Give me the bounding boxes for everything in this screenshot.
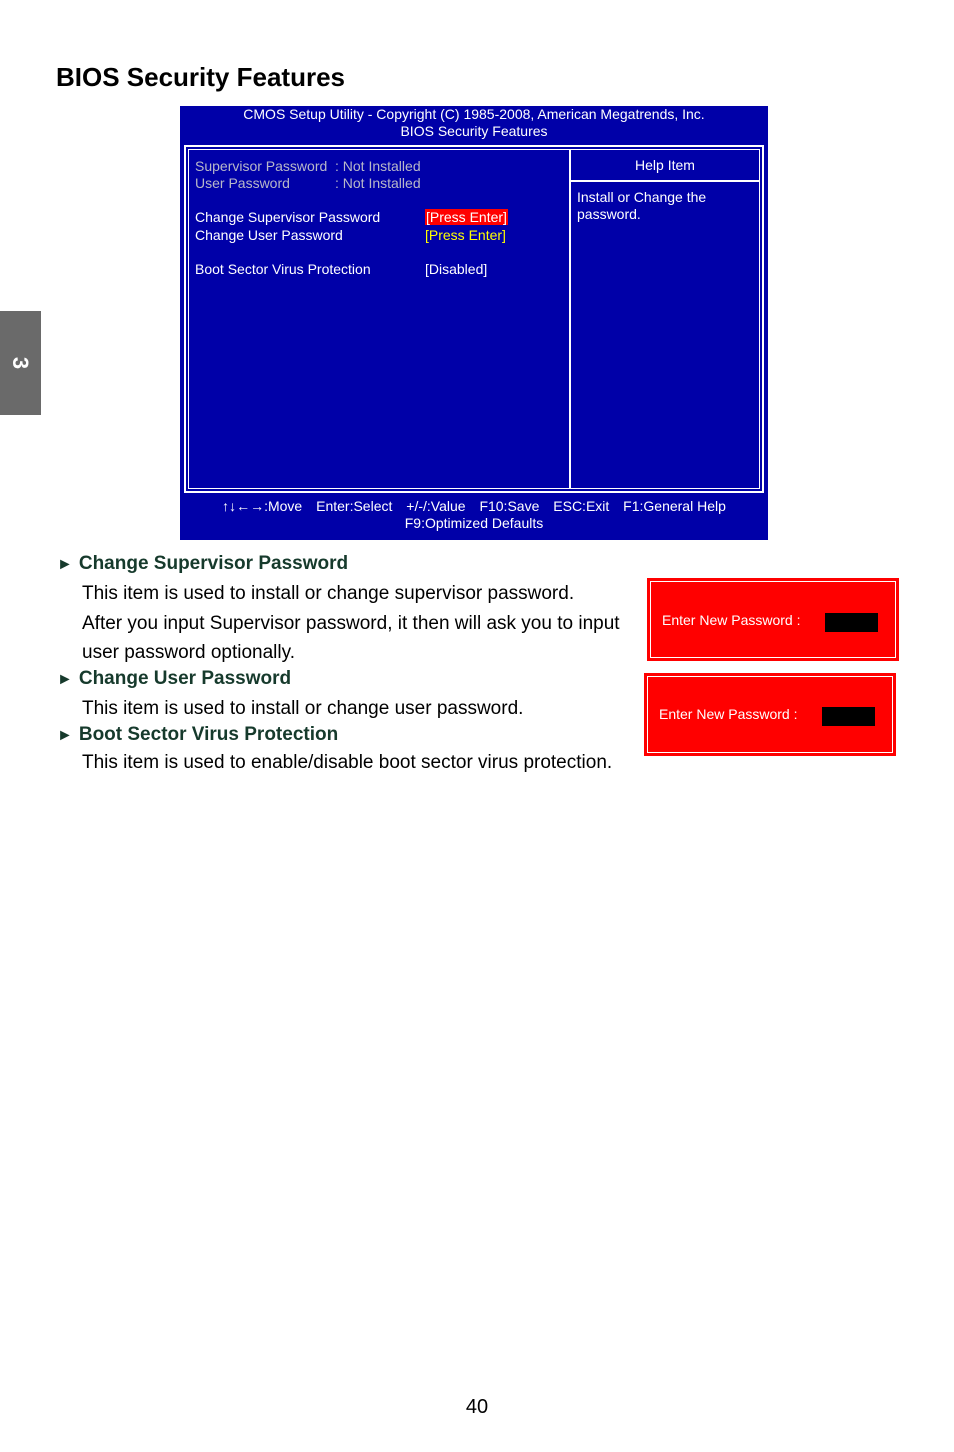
change-user-password-value[interactable]: [Press Enter] xyxy=(425,227,506,243)
supervisor-password-prompt: Enter New Password : xyxy=(662,612,801,628)
bios-header-copyright: CMOS Setup Utility - Copyright (C) 1985-2008, American Megatrends, Inc. xyxy=(243,106,705,122)
user-password-dialog xyxy=(644,673,896,756)
change-supervisor-password-value[interactable]: [Press Enter] xyxy=(426,209,507,225)
section-title-user: ► Change User Password xyxy=(57,668,292,689)
boot-description-1: This item is used to enable/disable boot sector virus protection. xyxy=(82,752,613,773)
help-text: Install or Change the password. xyxy=(577,189,707,222)
bios-settings-panel xyxy=(189,150,571,488)
key-save: F10:Save xyxy=(479,498,540,514)
right-triangle-icon: ► xyxy=(57,671,73,688)
user-password-input[interactable] xyxy=(822,707,875,726)
supervisor-status-row xyxy=(195,158,327,175)
page-title: BIOS Security Features xyxy=(56,62,345,92)
section-title-boot: ► Boot Sector Virus Protection xyxy=(57,724,339,745)
section-title-supervisor: ► Change Supervisor Password xyxy=(57,553,349,574)
bios-key-legend xyxy=(180,498,768,532)
chapter-number: 3 xyxy=(8,356,34,370)
key-exit: ESC:Exit xyxy=(553,498,610,514)
bios-header xyxy=(180,106,768,140)
supervisor-password-input[interactable] xyxy=(825,613,878,632)
right-triangle-icon: ► xyxy=(57,556,73,573)
key-value: +/-/:Value xyxy=(406,498,466,514)
supervisor-status-label: Supervisor Password xyxy=(195,158,328,174)
supervisor-description-1: This item is used to install or change supervisor password. xyxy=(82,583,575,604)
change-user-password-item[interactable]: Change User Password xyxy=(195,227,343,243)
key-select: Enter:Select xyxy=(316,498,393,514)
boot-sector-virus-protection-value[interactable]: [Disabled] xyxy=(425,261,488,277)
user-password-prompt: Enter New Password : xyxy=(659,706,798,722)
change-supervisor-password-item[interactable]: Change Supervisor Password xyxy=(195,209,381,225)
right-triangle-icon: ► xyxy=(57,727,73,744)
help-title: Help Item xyxy=(571,150,759,182)
supervisor-description-3: user password optionally. xyxy=(82,642,295,663)
bios-frame xyxy=(184,145,764,493)
key-move: ↑↓←→:Move xyxy=(222,498,303,514)
user-status-label: User Password xyxy=(195,175,290,191)
boot-sector-virus-protection-item[interactable]: Boot Sector Virus Protection xyxy=(195,261,371,277)
page-number: 40 xyxy=(465,1396,489,1418)
user-description-1: This item is used to install or change user password. xyxy=(82,698,524,719)
user-status-value: : Not Installed xyxy=(335,175,421,191)
bios-header-title: BIOS Security Features xyxy=(400,123,548,139)
supervisor-status-value: : Not Installed xyxy=(335,158,421,174)
help-panel xyxy=(571,150,759,488)
key-help: F1:General Help xyxy=(623,498,726,514)
chapter-tab xyxy=(0,311,41,415)
supervisor-description-2: After you input Supervisor password, it then will ask you to input xyxy=(82,613,620,634)
key-optimized-defaults: F9:Optimized Defaults xyxy=(404,515,544,531)
bios-screenshot xyxy=(180,106,768,540)
supervisor-password-dialog xyxy=(647,578,899,661)
